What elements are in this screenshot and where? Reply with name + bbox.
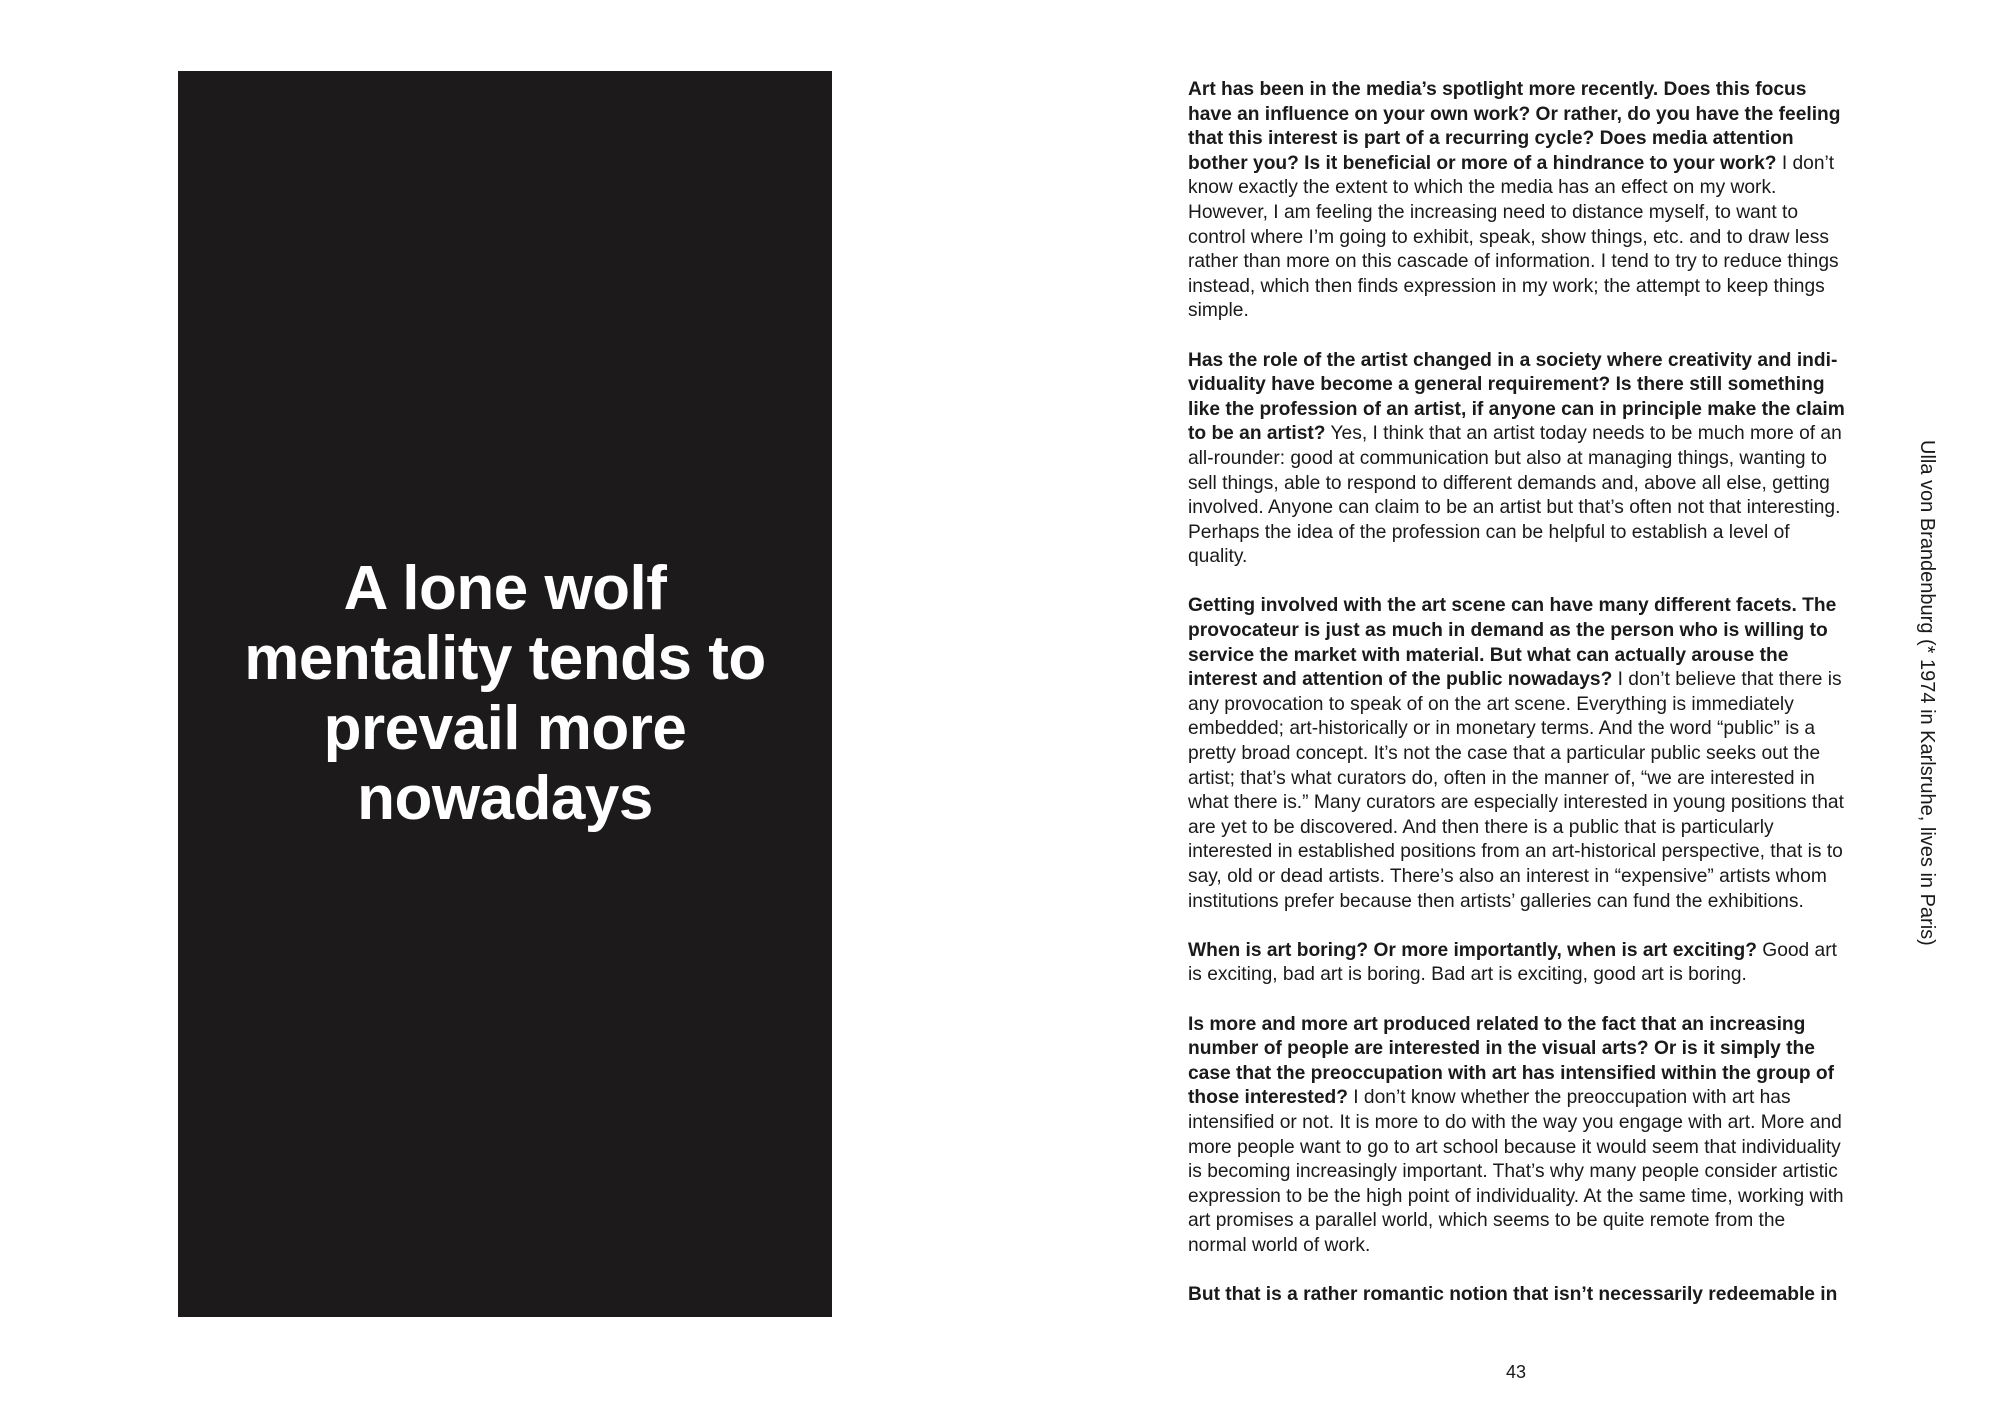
interview-answer: I don’t believe that there is any provocation to speak of on the art scene. Everything is immediately embedded; art-historically or in monetary terms. And the word “public” is a pretty broad concept. It’s not the case that a particular public seeks out the artist; that’s what curators do, often in the manner of, “we are interested in what there is.” Many curators are especially interested in young positions that are yet to be discovered. And then there is a public that is particularly interested in established positions from an art-historical perspective, that is to say, old or dead artists. There’s also an interest in “expensive” artists whom institutions prefer because then artists’ galleries can fund the exhibitions. xyxy=(1188,669,1844,912)
pull-quote: A lone wolf mentality tends to prevail more nowadays xyxy=(244,554,766,833)
interview-question: Art has been in the media’s spotlight more recently. Does this focus have an influence on your own work? Or rather, do you have the feeling that this interest is part of a recurring cycle? Does media attention bother you? Is it beneficial or more of a hindrance to your work? xyxy=(1188,79,1841,174)
interview-question: Has the role of the artist changed in a society where creativity and individuality have become a general requirement? Is there still something like the profession of an artist, if anyone can in principle make the claim to be an artist? xyxy=(1188,349,1845,445)
interview-paragraph xyxy=(1188,939,1848,988)
interview-question: Getting involved with the art scene can have many different facets. The provocateur is just as much in demand as the person who is willing to service the market with material. But what can actually arouse the interest and attention of the public nowadays? xyxy=(1188,595,1837,691)
interview-answer: Good art is exciting, bad art is boring. Bad art is exciting, good art is boring. xyxy=(1188,939,1837,986)
interview-question: Is more and more art produced related to the fact that an increasing number of people are interested in the visual arts? Or is it simply the case that the preoccupation with art has intensified within the group of those interested? xyxy=(1188,1013,1835,1109)
pull-quote-panel xyxy=(178,71,832,1317)
interview-paragraph xyxy=(1188,1283,1848,1308)
interview-paragraph xyxy=(1188,1013,1848,1259)
page-number: 43 xyxy=(1505,1362,1527,1382)
interview-paragraph xyxy=(1188,349,1848,570)
interview-answer: I don’t know exactly the extent to which the media has an effect on my work. However, I am feeling the increasing need to distance myself, to want to control where I’m going to exhibit, speak, show things, etc. and to draw less rather than more on this cascade of information. I tend to try to reduce things instead, which then finds expression in my work; the attempt to keep things simple. xyxy=(1188,152,1839,322)
artist-caption: Ulla von Brandenburg (* 1974 in Karlsruhe, lives in Paris) xyxy=(1916,440,1938,946)
interview-text-column xyxy=(1188,78,1848,1332)
interview-paragraph xyxy=(1188,594,1848,914)
interview-question: When is art boring? Or more importantly, when is art exciting? xyxy=(1188,939,1757,961)
interview-answer: Yes, I think that an artist today needs to be much more of an all-rounder: good at communication but also at managing things, wanting to sell things, able to respond to different demands and, above all else, getting involved. Anyone can claim to be an artist but that’s often not that interesting. Perhaps the idea of the profession can be helpful to establish a level of quality. xyxy=(1188,423,1842,568)
interview-paragraph xyxy=(1188,78,1848,324)
interview-question: But that is a rather romantic notion that isn’t necessarily redeemable in xyxy=(1188,1284,1838,1306)
interview-answer: I don’t know whether the preoccupation with art has intensified or not. It is more to do with the way you engage with art. More and more people want to go to art school because it would seem that individuality is becoming increasingly important. That’s why many people consider artistic expression to be the high point of individuality. At the same time, working with art promises a parallel world, which seems to be quite remote from the normal world of work. xyxy=(1188,1087,1844,1256)
